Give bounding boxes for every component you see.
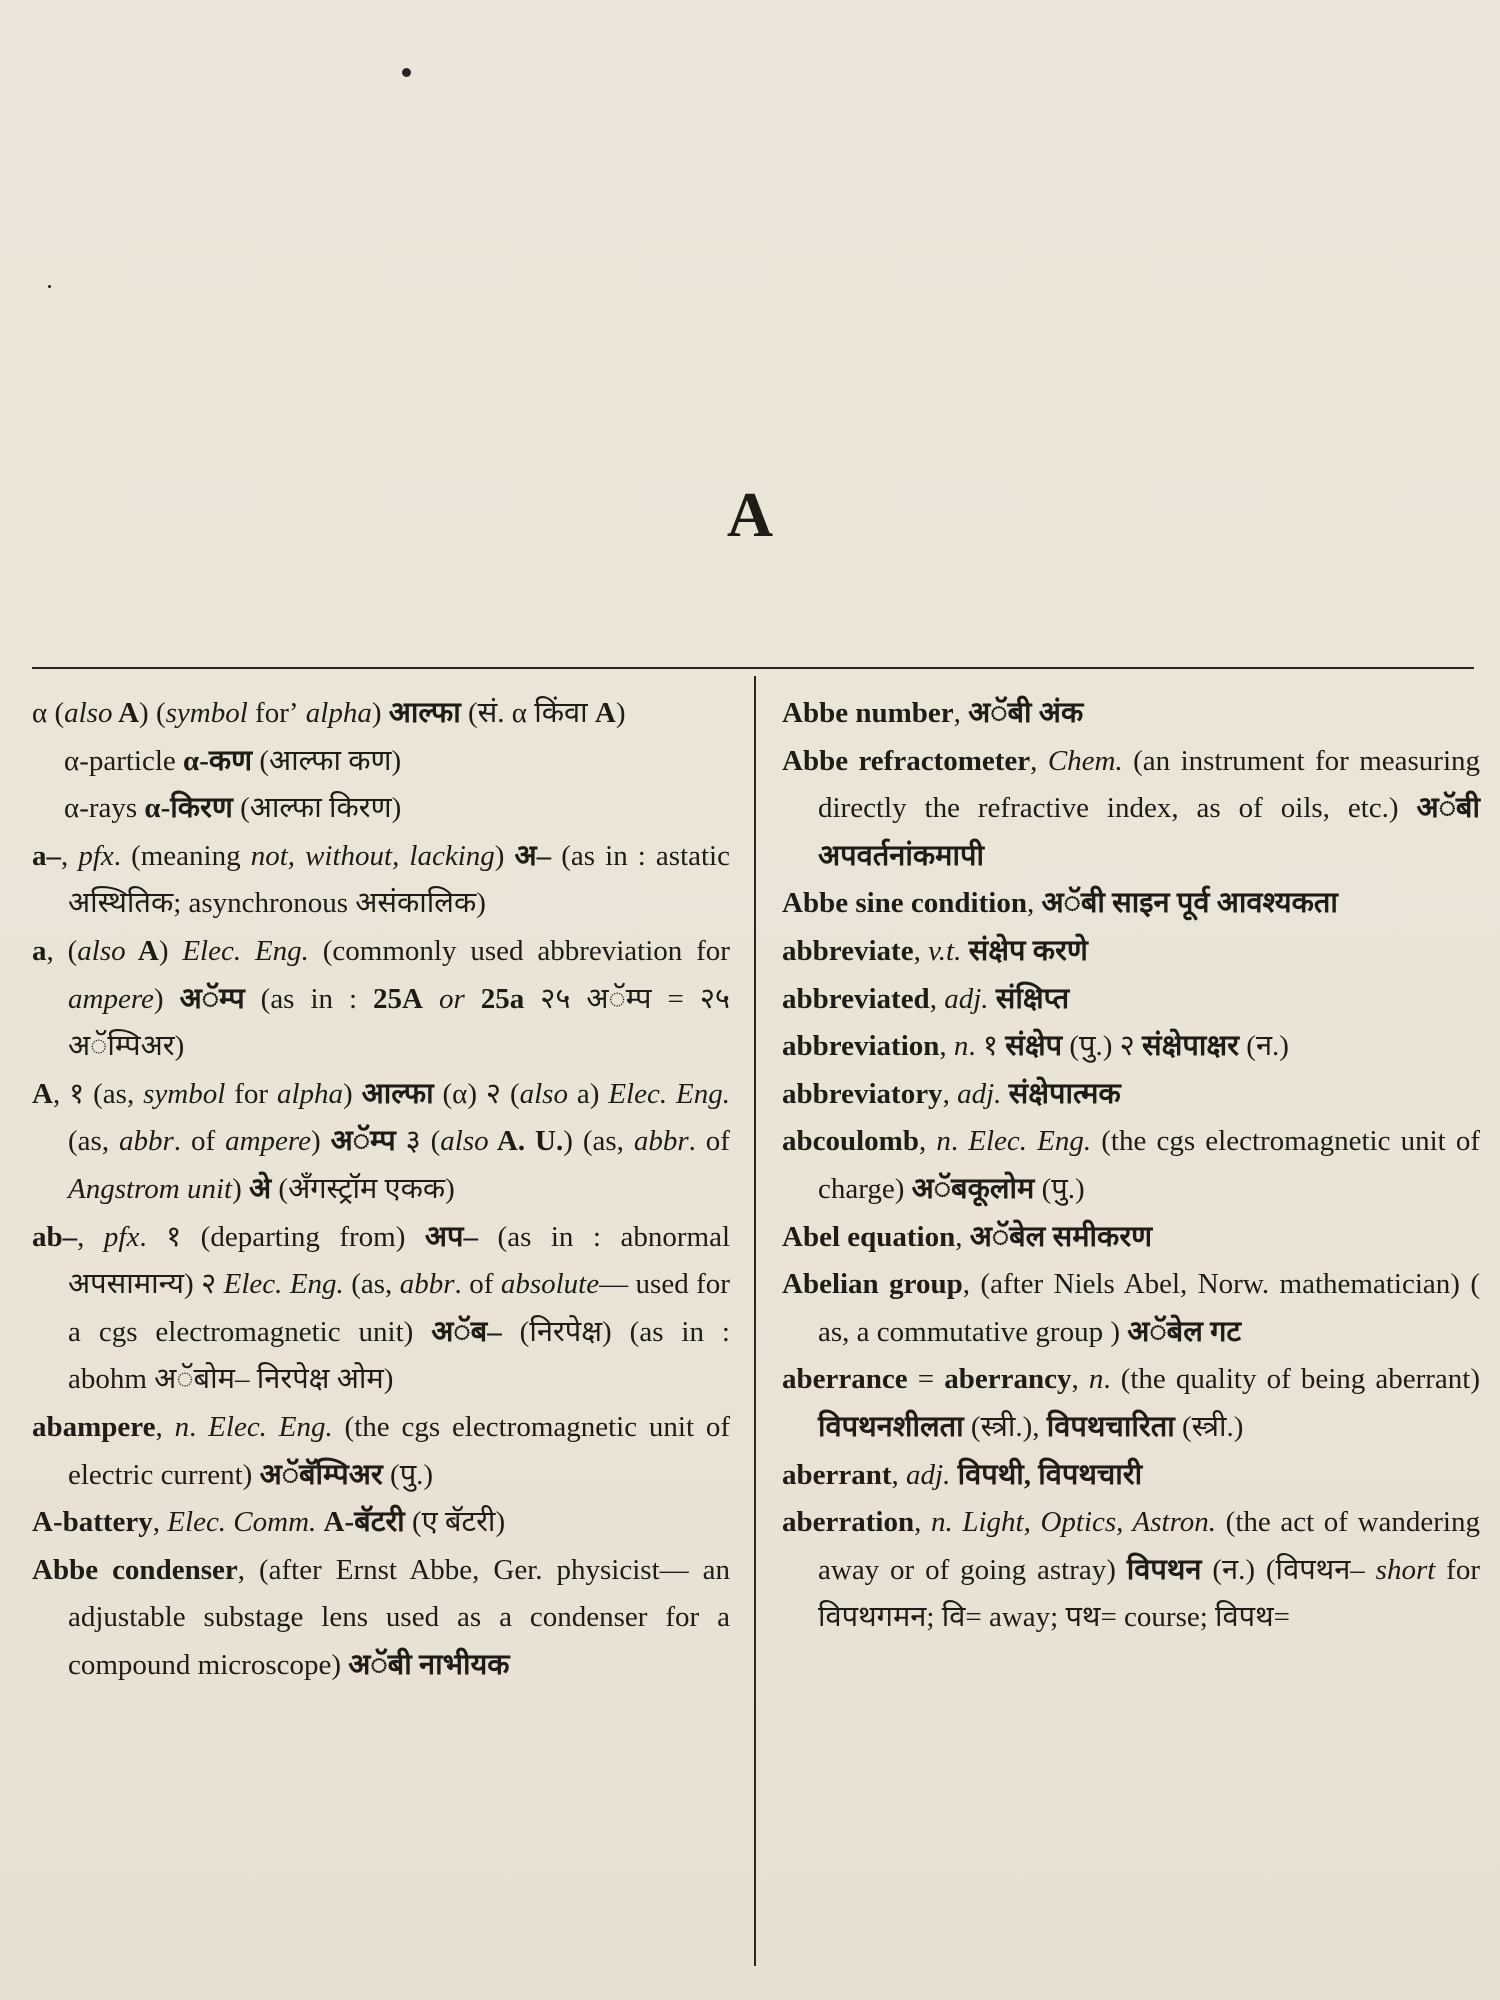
dictionary-entry [32,1214,730,1404]
label-italic: adj. [944,982,989,1015]
entry-text: , [953,697,969,729]
marathi-term: अॅबी नाभीयक [348,1648,510,1681]
entry-text [961,935,968,967]
entry-text: . of [454,1268,501,1301]
headword: aberrancy [944,1363,1072,1396]
entry-text: , [152,1506,168,1539]
label-italic: n [936,1125,951,1158]
label-italic: short [1375,1553,1436,1586]
entry-text: (पु.) [1034,1172,1085,1205]
label-italic: pfx [103,1220,140,1253]
entry-text: = [907,1363,945,1396]
dictionary-entry [782,1118,1480,1213]
entry-text: (स्त्री.) [1174,1410,1244,1443]
dictionary-entry [782,1071,1480,1119]
headword: a– [32,839,61,872]
entry-text: — used for a cgs electromagnetic unit) [68,1268,730,1348]
print-speck [48,285,51,288]
entry-text: (the act of wandering away or of going astray) [818,1506,1480,1586]
label-italic: Elec. Comm. [167,1506,317,1539]
dictionary-entry [32,1547,730,1690]
marathi-term: संक्षेपाक्षर [1141,1030,1240,1063]
marathi-term: संक्षेप [1005,1030,1063,1063]
label-italic: n [174,1410,190,1443]
headword: abampere [32,1410,156,1443]
entry-text: , [155,1410,175,1443]
marathi-term: अप– [424,1220,479,1253]
marathi-term: संक्षिप्त [995,982,1070,1015]
label-italic: also [519,1077,568,1110]
entry-text: (as, [343,1268,400,1301]
entry-text: , [61,839,79,872]
entry-text: for [247,697,289,729]
dictionary-entry [782,1452,1480,1500]
label-italic: symbol [143,1077,226,1110]
headword: 25A [373,982,423,1015]
entry-text: ʼ [288,697,299,729]
headword: aberration [782,1506,915,1539]
entry-text: , [939,1030,954,1063]
label-italic: or [423,982,481,1015]
headword: A [125,934,159,967]
dictionary-entry [782,928,1480,976]
entry-text: (as in : [244,982,374,1015]
dictionary-entry [32,1071,730,1214]
dictionary-entry [782,738,1480,881]
label-italic: also [64,697,113,729]
dictionary-entry [32,1499,730,1547]
entry-text: २५ अॅम्प = २५ अॅम्पिअर) [68,982,730,1063]
label-italic: Elec. Eng. [208,1410,333,1443]
marathi-term: अे [249,1172,272,1205]
entry-text: (अँगस्ट्रॉम एकक) [271,1172,455,1205]
label-italic: Angstrom unit [68,1172,233,1205]
dictionary-entry [782,1023,1480,1071]
entry-text: . of [688,1125,730,1158]
entry-text [316,1506,323,1538]
dictionary-entry [782,1356,1480,1451]
marathi-term: A-बॅटरी [323,1506,405,1539]
label-italic: adj. [957,1077,1002,1110]
entry-text: α-particle [64,744,184,777]
entry-text: (स्त्री.), [963,1410,1047,1443]
marathi-term: अॅबेल समीकरण [969,1220,1153,1253]
entry-text: ) [343,1077,362,1110]
label-italic: also [440,1125,489,1158]
sub-entry [32,785,730,833]
marathi-term: अॅबी साइन पूर्व आवश्यकता [1041,887,1338,920]
entry-text: . (meaning [113,839,251,872]
entry-text: (commonly used abbreviation for [308,934,730,967]
entry-text: a) [567,1077,609,1110]
headword: abcoulomb [782,1125,919,1158]
entry-text: (an instrument for measuring directly the refractive index, as of oils, etc.) [818,744,1481,825]
sub-entry [32,738,730,786]
headword: A [32,1077,53,1110]
entry-text: (सं. α किंवा [460,697,595,729]
marathi-term: आल्फा [361,1077,434,1110]
dictionary-entry [32,1404,730,1499]
headword: Abbe sine condition [782,887,1027,920]
dictionary-entry [32,690,730,738]
entry-text: (आल्फा कण) [252,744,402,777]
marathi-term: अॅबॅम्पिअर [259,1458,383,1491]
marathi-term: अॅम्प [179,982,245,1015]
marathi-term: अॅम्प [330,1125,396,1158]
label-italic: n [953,1030,969,1063]
label-italic: abbr [119,1125,174,1158]
label-italic: Elec. Eng. [608,1077,730,1110]
marathi-term: विपथी, विपथचारी [957,1458,1143,1491]
label-italic: n [1088,1363,1104,1396]
entry-text: (आल्फा किरण) [232,792,402,825]
entry-text: (पु.) २ [1062,1030,1142,1063]
entry-text: , (after Niels Abel, Norw. mathematician) ( as, a commutative group ) [818,1268,1481,1348]
entry-text: ) ( [139,697,166,729]
marathi-term: α-कण [183,744,253,777]
label-italic: Chem. [1047,744,1123,777]
entry-text: for विपथगमन; वि= away; पथ= course; विपथ= [818,1553,1480,1634]
marathi-term: अॅबेल गट [1127,1315,1242,1348]
entry-text: , [891,1458,907,1491]
headword: abbreviate [782,934,914,967]
label-italic: not, without, lacking [250,839,495,872]
marathi-term: विपथनशीलता [818,1410,964,1443]
entry-text: (पु.) [382,1458,434,1491]
right-column [782,690,1480,1642]
label-italic: Elec. Eng. [182,934,309,967]
column-divider [754,676,756,1966]
entry-text: α-rays [64,792,145,825]
label-italic: abbr [633,1125,689,1158]
dictionary-entry [782,976,1480,1024]
entry-text: α ( [32,697,65,729]
label-italic: symbol [165,697,248,729]
entry-text: (as, [68,1125,119,1158]
marathi-term: विपथचारिता [1046,1410,1175,1443]
dictionary-entry [32,928,730,1071]
headword: Abbe condenser [32,1553,238,1586]
dictionary-entry [32,833,730,928]
marathi-term: अॅबी अपवर्तनांकमापी [818,792,1480,872]
entry-text: , [1071,1363,1089,1396]
entry-text [950,1459,957,1491]
entry-text: , १ (as, [52,1077,144,1110]
headword: ab– [32,1220,78,1253]
dictionary-entry [782,690,1480,738]
entry-text: , [955,1220,970,1253]
entry-text: . [950,1125,969,1158]
entry-text: . of [173,1125,226,1158]
entry-text [1001,1078,1008,1110]
entry-text: (न.) (विपथन– [1201,1553,1376,1586]
marathi-term: अॅबी अंक [968,697,1084,729]
entry-text: ) (as, [563,1125,634,1158]
headword: aberrant [782,1458,892,1491]
marathi-term: आल्फा [388,697,461,729]
marathi-term: संक्षेप करणे [968,934,1088,967]
marathi-term: α-किरण [144,792,233,825]
label-italic: v.t. [928,934,962,967]
entry-text: (as in : astatic अस्थितिक; asynchronous असंकालिक) [68,839,730,920]
label-italic: pfx [78,839,114,872]
label-italic: ampere [68,982,154,1015]
left-column [32,690,730,1689]
marathi-term: अ– [514,839,552,872]
entry-text: , [942,1077,958,1110]
entry-text: . (the quality of being aberrant) [1103,1363,1481,1396]
label-italic: absolute [500,1268,600,1301]
entry-text: , [77,1220,104,1253]
label-italic: ampere [225,1125,311,1158]
entry-text: (न.) [1239,1030,1289,1063]
marathi-term: संक्षेपात्मक [1008,1077,1121,1110]
entry-text: . १ [968,1030,1006,1063]
entry-text: , [913,934,929,967]
entry-text: (निरपेक्ष) (as in : abohm अॅबोम– निरपेक्ष ओम) [68,1315,730,1396]
marathi-term: विपथन [1126,1553,1202,1586]
headword: A-battery [32,1506,153,1539]
entry-text: (as in : abnormal अपसामान्य) २ [68,1220,731,1301]
headword: aberrance [782,1363,908,1396]
entry-text: ) [310,1125,331,1158]
entry-text: (α) २ ( [433,1077,520,1110]
entry-text: , [918,1125,937,1158]
entry-text: ) [153,982,180,1015]
headword: Abelian group [782,1268,963,1301]
print-speck [402,68,411,77]
entry-text: (the cgs electromagnetic unit of electric current) [68,1410,731,1491]
entry-text: for [225,1077,277,1110]
headword: Abbe number [782,697,954,729]
top-rule [32,667,1474,669]
entry-text: . १ (departing from) [139,1220,425,1253]
label-italic: abbr [399,1268,455,1301]
label-italic: n. Light, Optics, Astron. [930,1506,1217,1539]
entry-text: , [929,982,945,1015]
entry-text: , ( [46,934,78,967]
label-italic: alpha [298,697,372,729]
dictionary-entry [782,1214,1480,1262]
entry-text: ३ ( [395,1125,441,1158]
headword: abbreviation [782,1030,940,1063]
headword: A. U. [488,1125,564,1158]
label-italic: alpha [276,1077,344,1110]
dictionary-entry [782,1261,1480,1356]
entry-text: ) [158,934,183,967]
entry-text: ) [494,839,515,872]
headword: abbreviated [782,982,930,1015]
label-italic: Elec. Eng. [223,1268,344,1301]
entry-text: , (after Ernst Abbe, Ger. physicist— an adjustable substage lens used as a condenser for a compound microscope) [68,1553,731,1681]
label-italic: Elec. Eng. [968,1125,1092,1158]
marathi-term: अॅबकूलोम [911,1172,1035,1205]
dictionary-entry [782,1499,1480,1642]
entry-text: ) [371,697,389,729]
section-letter-heading: A [726,479,774,550]
entry-text: (ए बॅटरी) [404,1506,506,1539]
entry-text: (the cgs electromagnetic unit of charge) [818,1125,1481,1205]
entry-text [989,983,996,1015]
headword: abbreviatory [782,1077,943,1110]
marathi-term: अॅब– [431,1315,502,1348]
label-italic: adj. [906,1458,951,1491]
entry-text: , [1026,887,1042,920]
dictionary-entry [782,880,1480,928]
entry-text: , [914,1506,931,1539]
headword: Abbe refractometer [782,744,1031,777]
entry-text: , [1030,744,1048,777]
headword: 25a [480,982,525,1015]
entry-text: . [189,1410,209,1443]
entry-text: ) [232,1172,249,1205]
headword: A [594,697,616,729]
label-italic: also [77,934,126,967]
headword: Abel equation [782,1220,956,1253]
entry-text: ) [615,697,626,729]
headword: A [112,697,140,729]
headword: a [32,934,47,967]
